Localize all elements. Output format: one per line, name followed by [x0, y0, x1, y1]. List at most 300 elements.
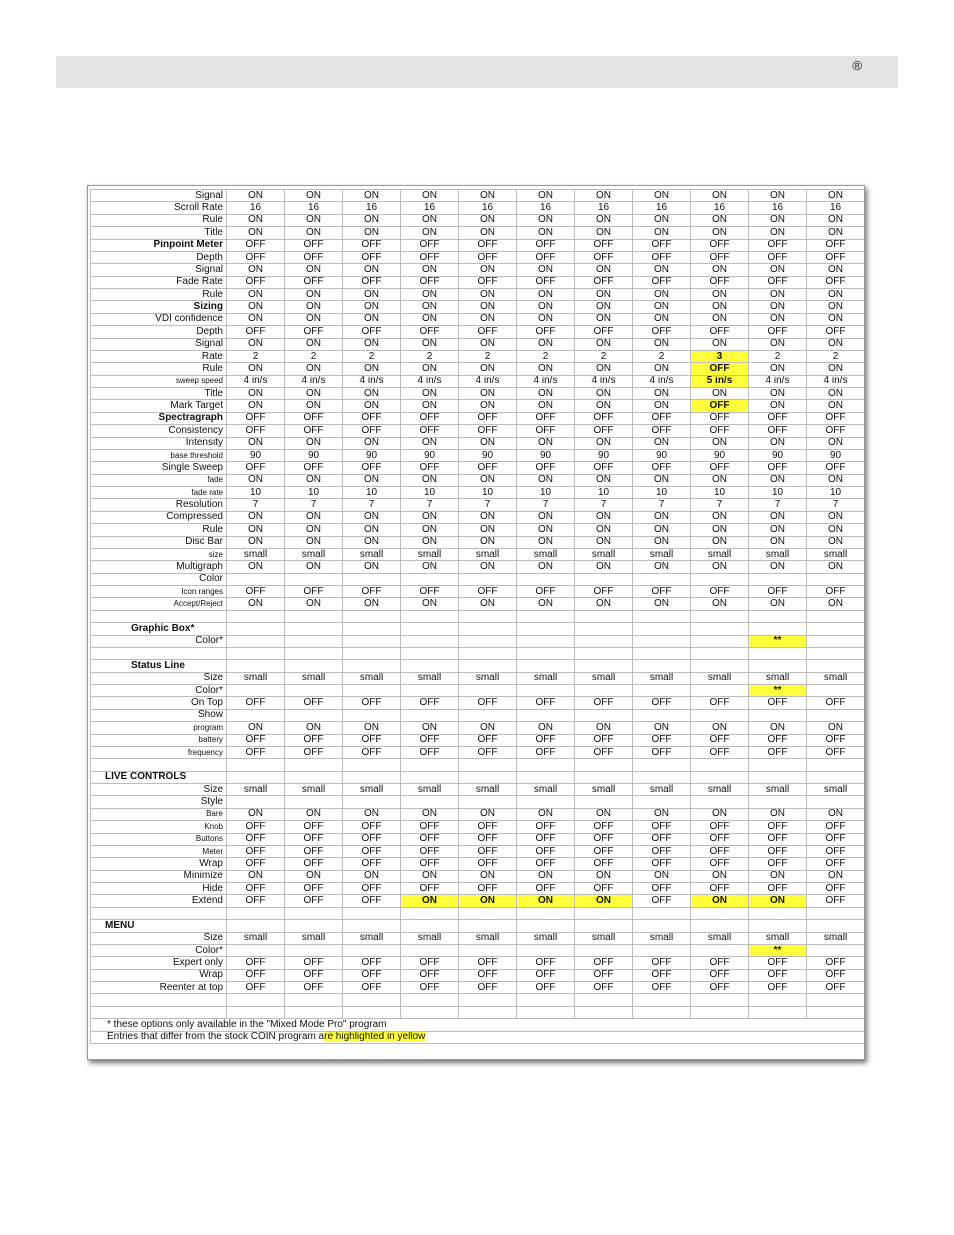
table-cell: ON: [633, 722, 691, 734]
table-cell: OFF: [691, 845, 749, 857]
row-label: [91, 647, 227, 659]
table-cell: [633, 944, 691, 956]
table-cell: ON: [517, 214, 575, 226]
table-cell: ON: [459, 536, 517, 548]
table-cell: ON: [401, 190, 459, 202]
row-label: Pinpoint Meter: [91, 239, 227, 251]
table-cell: [633, 623, 691, 635]
table-cell: ON: [517, 524, 575, 536]
table-cell: OFF: [459, 957, 517, 969]
table-cell: OFF: [575, 734, 633, 746]
table-cell: OFF: [633, 895, 691, 907]
row-label: Size: [91, 784, 227, 796]
table-cell: 7: [517, 499, 575, 511]
table-cell: 4 in/s: [575, 375, 633, 387]
table-cell: ON: [749, 400, 807, 412]
table-cell: ON: [459, 474, 517, 486]
table-cell: [227, 647, 285, 659]
table-cell: ON: [807, 474, 865, 486]
table-cell: small: [575, 548, 633, 560]
table-row: [91, 895, 865, 907]
table-cell: ON: [749, 437, 807, 449]
table-row: [91, 969, 865, 981]
row-label: Icon ranges: [91, 586, 227, 598]
table-cell: [807, 759, 865, 771]
table-cell: [459, 771, 517, 783]
row-label: sweep speed: [91, 375, 227, 387]
table-cell: ON: [517, 301, 575, 313]
table-cell: OFF: [401, 957, 459, 969]
row-label: Expert only: [91, 957, 227, 969]
table-cell: [227, 796, 285, 808]
table-cell: 4 in/s: [343, 375, 401, 387]
table-cell: OFF: [749, 425, 807, 437]
table-cell: OFF: [227, 746, 285, 758]
row-label: Graphic Box*: [91, 623, 227, 635]
table-cell: OFF: [807, 957, 865, 969]
table-cell: OFF: [227, 858, 285, 870]
table-cell: [459, 907, 517, 919]
table-cell: OFF: [285, 833, 343, 845]
table-cell: OFF: [227, 845, 285, 857]
table-cell: OFF: [517, 276, 575, 288]
table-cell: OFF: [749, 821, 807, 833]
table-cell: OFF: [459, 412, 517, 424]
table-row: [91, 338, 865, 350]
table-cell: small: [633, 932, 691, 944]
table-cell: 90: [749, 449, 807, 461]
table-cell: ON: [459, 400, 517, 412]
table-cell: ON: [749, 895, 807, 907]
table-cell: OFF: [343, 412, 401, 424]
table-cell: OFF: [691, 821, 749, 833]
table-cell: ON: [633, 536, 691, 548]
table-cell: 7: [227, 499, 285, 511]
table-cell: [749, 771, 807, 783]
table-cell: OFF: [575, 697, 633, 709]
table-cell: ON: [807, 214, 865, 226]
table-cell: 2: [807, 350, 865, 362]
table-cell: [807, 610, 865, 622]
table-cell: [749, 647, 807, 659]
table-cell: [343, 759, 401, 771]
table-cell: [749, 1006, 807, 1018]
table-cell: small: [633, 548, 691, 560]
table-cell: OFF: [691, 462, 749, 474]
table-cell: OFF: [459, 969, 517, 981]
table-cell: OFF: [343, 326, 401, 338]
table-cell: [749, 709, 807, 721]
table-cell: ON: [633, 474, 691, 486]
row-label: Resolution: [91, 499, 227, 511]
table-cell: ON: [517, 313, 575, 325]
table-cell: ON: [575, 511, 633, 523]
table-row: [91, 536, 865, 548]
table-cell: [343, 573, 401, 585]
table-row: [91, 635, 865, 647]
table-cell: [517, 994, 575, 1006]
table-row: [91, 907, 865, 919]
table-row: [91, 449, 865, 461]
table-row: [91, 759, 865, 771]
row-label: Minimize: [91, 870, 227, 882]
table-cell: small: [807, 932, 865, 944]
table-row: [91, 462, 865, 474]
table-cell: [401, 944, 459, 956]
table-cell: OFF: [691, 734, 749, 746]
table-row: [91, 548, 865, 560]
table-cell: OFF: [343, 957, 401, 969]
table-cell: [227, 759, 285, 771]
table-cell: 4 in/s: [459, 375, 517, 387]
table-cell: 10: [227, 487, 285, 499]
table-cell: small: [459, 672, 517, 684]
table-cell: OFF: [343, 858, 401, 870]
table-cell: ON: [343, 524, 401, 536]
table-cell: OFF: [459, 276, 517, 288]
table-cell: OFF: [807, 586, 865, 598]
table-cell: 4 in/s: [227, 375, 285, 387]
table-cell: ON: [227, 400, 285, 412]
table-cell: OFF: [285, 858, 343, 870]
table-cell: [285, 685, 343, 697]
table-cell: OFF: [691, 400, 749, 412]
table-cell: [633, 610, 691, 622]
table-cell: [807, 771, 865, 783]
table-row: [91, 994, 865, 1006]
table-row: [91, 808, 865, 820]
table-cell: OFF: [691, 969, 749, 981]
table-cell: ON: [401, 808, 459, 820]
table-cell: [517, 635, 575, 647]
table-row: [91, 586, 865, 598]
table-cell: ON: [459, 190, 517, 202]
table-cell: [343, 610, 401, 622]
table-cell: ON: [285, 388, 343, 400]
table-cell: ON: [459, 437, 517, 449]
header-bar: [56, 56, 898, 88]
table-cell: [691, 709, 749, 721]
table-cell: [691, 647, 749, 659]
table-cell: OFF: [285, 895, 343, 907]
table-cell: [633, 647, 691, 659]
notes-section: [91, 1019, 865, 1044]
table-cell: OFF: [633, 239, 691, 251]
table-row: [91, 375, 865, 387]
table-cell: ON: [517, 190, 575, 202]
table-cell: ON: [691, 227, 749, 239]
table-cell: small: [459, 784, 517, 796]
table-cell: small: [807, 672, 865, 684]
table-cell: OFF: [807, 845, 865, 857]
table-cell: [343, 709, 401, 721]
table-cell: ON: [807, 722, 865, 734]
table-cell: OFF: [227, 697, 285, 709]
table-cell: small: [691, 784, 749, 796]
table-cell: ON: [227, 190, 285, 202]
table-cell: ON: [575, 870, 633, 882]
table-cell: [459, 573, 517, 585]
table-cell: OFF: [749, 969, 807, 981]
table-cell: [691, 994, 749, 1006]
table-cell: OFF: [633, 969, 691, 981]
table-cell: ON: [227, 561, 285, 573]
table-cell: [691, 685, 749, 697]
table-cell: 2: [575, 350, 633, 362]
table-cell: ON: [285, 289, 343, 301]
table-row: [91, 214, 865, 226]
table-cell: ON: [633, 400, 691, 412]
table-cell: [401, 709, 459, 721]
table-cell: OFF: [749, 858, 807, 870]
table-cell: OFF: [807, 412, 865, 424]
table-cell: ON: [285, 598, 343, 610]
row-label: Rule: [91, 363, 227, 375]
table-cell: small: [807, 548, 865, 560]
settings-table: [90, 189, 865, 1044]
table-cell: [343, 771, 401, 783]
table-cell: OFF: [633, 982, 691, 994]
table-cell: [227, 944, 285, 956]
row-label: MENU: [91, 920, 227, 932]
table-cell: OFF: [691, 833, 749, 845]
table-cell: OFF: [691, 251, 749, 263]
table-cell: ON: [459, 264, 517, 276]
table-cell: OFF: [633, 697, 691, 709]
table-row: [91, 239, 865, 251]
table-cell: ON: [691, 264, 749, 276]
table-cell: ON: [691, 289, 749, 301]
table-cell: OFF: [633, 746, 691, 758]
row-label: Signal: [91, 264, 227, 276]
table-cell: OFF: [285, 586, 343, 598]
table-cell: ON: [691, 474, 749, 486]
table-cell: ON: [633, 808, 691, 820]
table-cell: [749, 610, 807, 622]
table-cell: [633, 771, 691, 783]
table-cell: small: [401, 932, 459, 944]
table-cell: OFF: [749, 734, 807, 746]
table-row: [91, 957, 865, 969]
table-row: [91, 251, 865, 263]
table-cell: OFF: [227, 251, 285, 263]
table-cell: ON: [401, 214, 459, 226]
table-row: [91, 883, 865, 895]
table-cell: OFF: [575, 845, 633, 857]
table-cell: ON: [227, 511, 285, 523]
table-cell: OFF: [343, 276, 401, 288]
table-cell: small: [517, 672, 575, 684]
table-cell: ON: [401, 388, 459, 400]
table-cell: OFF: [227, 425, 285, 437]
table-cell: ON: [401, 511, 459, 523]
row-label: LIVE CONTROLS: [91, 771, 227, 783]
table-cell: OFF: [633, 858, 691, 870]
table-cell: ON: [227, 536, 285, 548]
table-cell: OFF: [633, 957, 691, 969]
table-cell: small: [517, 548, 575, 560]
table-cell: [633, 709, 691, 721]
table-cell: OFF: [517, 239, 575, 251]
row-label: Buttons: [91, 833, 227, 845]
table-cell: ON: [285, 511, 343, 523]
table-cell: ON: [517, 870, 575, 882]
table-cell: [285, 709, 343, 721]
table-cell: [459, 635, 517, 647]
table-row: [91, 746, 865, 758]
table-cell: OFF: [575, 276, 633, 288]
table-cell: OFF: [343, 845, 401, 857]
table-cell: ON: [285, 313, 343, 325]
table-cell: 10: [343, 487, 401, 499]
table-cell: OFF: [285, 734, 343, 746]
table-cell: OFF: [517, 412, 575, 424]
table-cell: [691, 907, 749, 919]
table-cell: small: [691, 932, 749, 944]
table-cell: [517, 709, 575, 721]
table-cell: OFF: [401, 462, 459, 474]
table-cell: ON: [343, 437, 401, 449]
table-cell: OFF: [633, 251, 691, 263]
table-row: [91, 709, 865, 721]
table-cell: 10: [749, 487, 807, 499]
table-cell: [749, 907, 807, 919]
table-cell: small: [633, 784, 691, 796]
table-row: [91, 227, 865, 239]
table-cell: [401, 623, 459, 635]
table-cell: 7: [575, 499, 633, 511]
table-cell: ON: [575, 474, 633, 486]
table-cell: OFF: [633, 833, 691, 845]
table-cell: 7: [691, 499, 749, 511]
table-row: [91, 870, 865, 882]
table-cell: 4 in/s: [517, 375, 575, 387]
table-cell: [633, 920, 691, 932]
table-row: [91, 610, 865, 622]
table-cell: [575, 573, 633, 585]
table-cell: ON: [285, 808, 343, 820]
table-cell: ON: [633, 598, 691, 610]
table-cell: OFF: [575, 326, 633, 338]
table-cell: ON: [633, 301, 691, 313]
table-cell: OFF: [459, 697, 517, 709]
row-label: Reenter at top: [91, 982, 227, 994]
table-cell: [343, 796, 401, 808]
row-label: Title: [91, 227, 227, 239]
table-cell: 90: [807, 449, 865, 461]
table-cell: 2: [343, 350, 401, 362]
table-cell: [691, 796, 749, 808]
table-cell: OFF: [749, 276, 807, 288]
table-cell: OFF: [517, 326, 575, 338]
table-cell: ON: [575, 227, 633, 239]
table-row: [91, 363, 865, 375]
table-cell: 2: [285, 350, 343, 362]
table-cell: OFF: [749, 697, 807, 709]
table-cell: OFF: [749, 833, 807, 845]
table-cell: [691, 573, 749, 585]
table-cell: ON: [807, 289, 865, 301]
table-cell: ON: [227, 214, 285, 226]
asterisk-note: * these options only available in the "Mixed Mode Pro" program: [91, 1019, 865, 1031]
table-cell: OFF: [401, 326, 459, 338]
table-cell: ON: [459, 722, 517, 734]
table-cell: OFF: [807, 239, 865, 251]
table-cell: OFF: [807, 982, 865, 994]
table-cell: 90: [575, 449, 633, 461]
table-row: [91, 190, 865, 202]
table-cell: ON: [227, 870, 285, 882]
table-cell: [227, 709, 285, 721]
table-cell: ON: [459, 561, 517, 573]
table-cell: ON: [633, 264, 691, 276]
row-label: Color*: [91, 685, 227, 697]
row-label: Extend: [91, 895, 227, 907]
table-cell: [749, 573, 807, 585]
table-cell: [285, 907, 343, 919]
table-cell: OFF: [633, 326, 691, 338]
table-cell: [343, 635, 401, 647]
table-cell: OFF: [459, 326, 517, 338]
table-cell: OFF: [459, 462, 517, 474]
table-cell: [285, 623, 343, 635]
table-cell: OFF: [517, 957, 575, 969]
table-cell: 90: [227, 449, 285, 461]
table-cell: ON: [343, 301, 401, 313]
table-cell: ON: [285, 536, 343, 548]
table-cell: OFF: [343, 251, 401, 263]
table-cell: ON: [401, 301, 459, 313]
table-cell: [227, 771, 285, 783]
table-cell: [749, 759, 807, 771]
table-cell: ON: [343, 511, 401, 523]
table-cell: ON: [517, 808, 575, 820]
settings-table-body: [91, 190, 865, 1019]
row-label: Status Line: [91, 660, 227, 672]
table-cell: [575, 709, 633, 721]
table-cell: ON: [749, 301, 807, 313]
table-cell: OFF: [691, 858, 749, 870]
table-cell: ON: [459, 870, 517, 882]
table-cell: ON: [343, 190, 401, 202]
table-row: [91, 511, 865, 523]
table-cell: [285, 994, 343, 1006]
table-cell: 4 in/s: [807, 375, 865, 387]
table-cell: OFF: [633, 586, 691, 598]
table-cell: ON: [459, 388, 517, 400]
table-cell: [401, 759, 459, 771]
table-cell: [633, 573, 691, 585]
table-row: [91, 264, 865, 276]
table-cell: OFF: [401, 858, 459, 870]
table-cell: [227, 623, 285, 635]
table-cell: OFF: [575, 883, 633, 895]
table-cell: ON: [633, 313, 691, 325]
table-cell: [749, 796, 807, 808]
row-label: Signal: [91, 190, 227, 202]
table-cell: small: [401, 672, 459, 684]
row-label: Hide: [91, 883, 227, 895]
row-label: Rate: [91, 350, 227, 362]
table-cell: 7: [749, 499, 807, 511]
table-cell: [227, 1006, 285, 1018]
table-cell: ON: [401, 561, 459, 573]
table-cell: OFF: [285, 412, 343, 424]
row-label: Signal: [91, 338, 227, 350]
table-cell: OFF: [285, 821, 343, 833]
table-cell: [807, 907, 865, 919]
table-cell: ON: [517, 227, 575, 239]
